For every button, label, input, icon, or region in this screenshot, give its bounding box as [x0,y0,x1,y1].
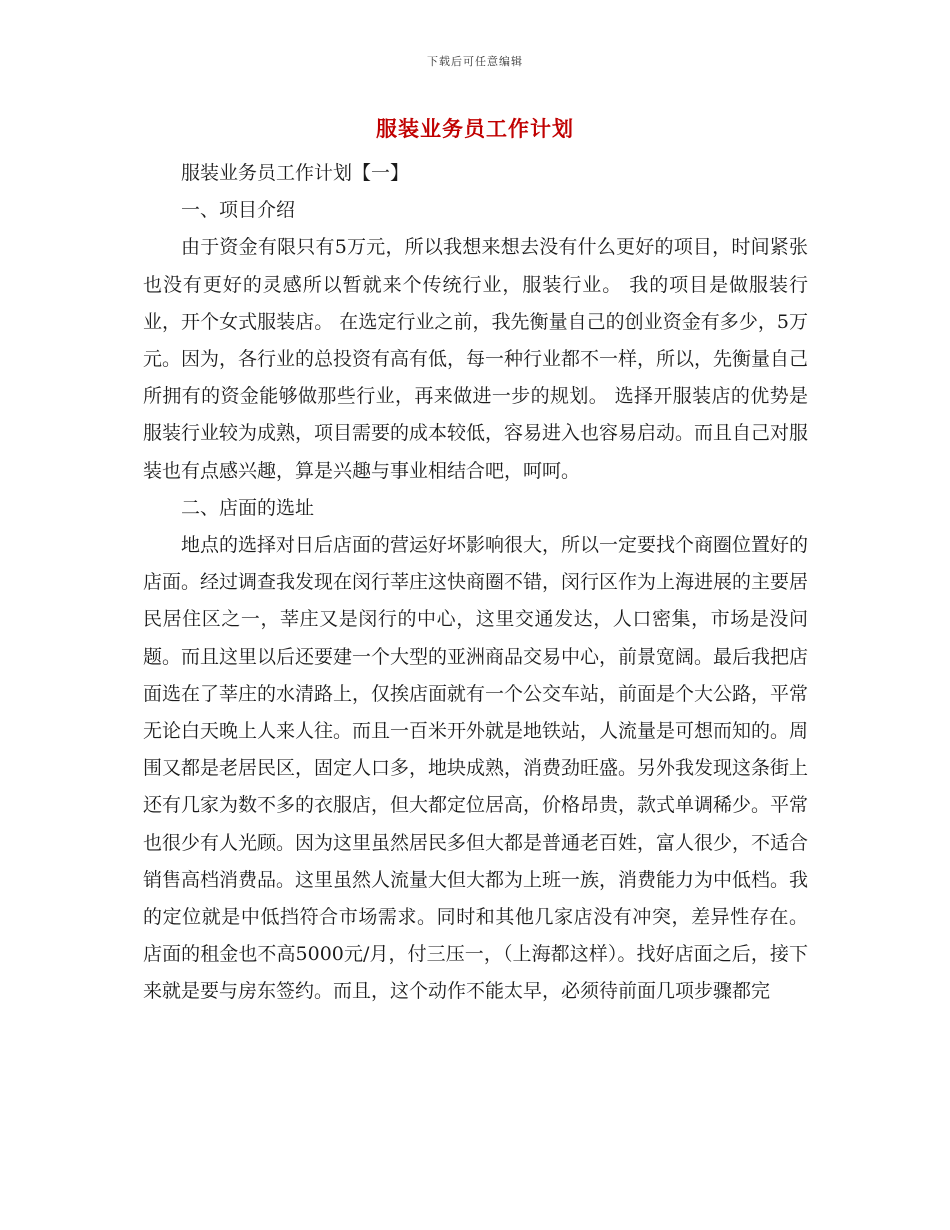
paragraph-store-location: 地点的选择对日后店面的营运好坏影响很大，所以一定要找个商圈位置好的店面。经过调查我发现在闵行莘庄这快商圈不错，闵行区作为上海进展的主要居民居住区之一，莘庄又是闵行的中心，这里交通发达，人口密集，市场是没问题。而且这里以后还要建一个大型的亚洲商品交易中心，前景宽阔。最后我把店面选在了莘庄的水清路上，仅挨店面就有一个公交车站，前面是个大公路，平常无论白天晚上人来人往。而且一百米开外就是地铁站，人流量是可想而知的。周围又都是老居民区，固定人口多，地块成熟，消费劲旺盛。另外我发现这条街上还有几家为数不多的衣服店，但大都定位居高，价格昂贵，款式单调稀少。平常也很少有人光顾。因为这里虽然居民多但大都是普通老百姓，富人很少，不适合销售高档消费品。这里虽然人流量大但大都为上班一族，消费能力为中低档。我的定位就是中低挡符合市场需求。同时和其他几家店没有冲突，差异性存在。 店面的租金也不高5000元/月，付三压一，（上海都这样）。找好店面之后，接下来就是要与房东签约。而且，这个动作不能太早，必须待前面几项步骤都完 [143,534,809,1003]
paragraph-project-intro: 由于资金有限只有5万元，所以我想来想去没有什么更好的项目，时间紧张也没有更好的灵感所以暂就来个传统行业，服装行业。 我的项目是做服装行业，开个女式服装店。 在选定行业之前，我先衡量自己的创业资金有多少，5万元。因为，各行业的总投资有高有低，每一种行业都不一样，所以，先衡量自己所拥有的资金能够做那些行业，再来做进一步的规划。 选择开服装店的优势是服装行业较为成熟，项目需要的成本较低，容易进入也容易启动。而且自己对服装也有点感兴趣，算是兴趣与事业相结合吧，呵呵。 [143,236,809,482]
page-header-note: 下载后可任意编辑 [427,55,523,68]
document-title: 服装业务员工作计划 [376,116,574,141]
section-heading-store-location: 二、店面的选址 [181,496,315,519]
section-heading-project-intro: 一、项目介绍 [181,199,296,222]
document-body [143,155,808,1011]
section-heading-plan-one: 服装业务员工作计划【一】 [181,162,410,184]
